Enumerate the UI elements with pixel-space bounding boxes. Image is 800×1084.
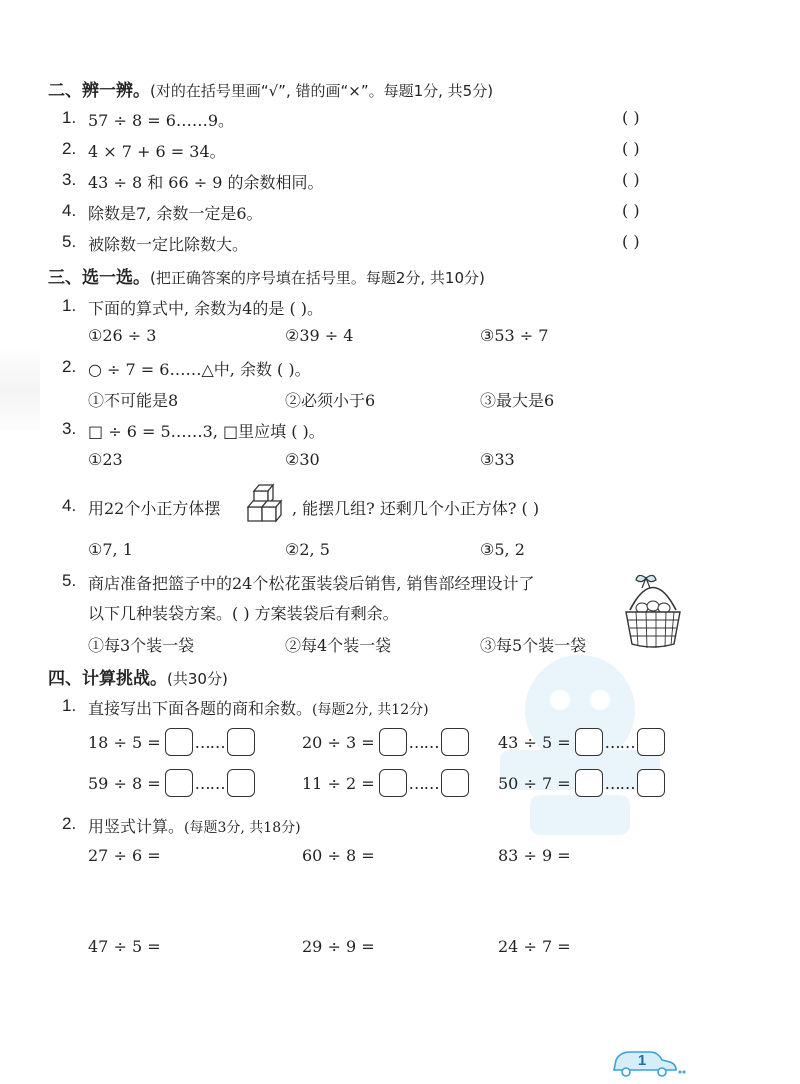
s2-q2-text: 4 × 7 + 6 = 34。 bbox=[88, 142, 226, 161]
s4-q2-r2-c1: 47 ÷ 5 = bbox=[88, 937, 161, 956]
s2-q1-number: 1. bbox=[62, 108, 77, 127]
remainder-box[interactable] bbox=[441, 728, 469, 756]
s3-q4-option-3[interactable]: ③5, 2 bbox=[480, 540, 525, 559]
s2-q3-text: 43 ÷ 8 和 66 ÷ 9 的余数相同。 bbox=[88, 173, 324, 192]
scan-shade bbox=[0, 350, 40, 430]
remainder-box[interactable] bbox=[441, 769, 469, 797]
s3-q4-option-1[interactable]: ①7, 1 bbox=[88, 540, 133, 559]
s3-q1-number: 1. bbox=[62, 296, 77, 315]
remainder-box[interactable] bbox=[637, 769, 665, 797]
page-number-badge bbox=[606, 1044, 686, 1080]
ellipsis: …… bbox=[604, 773, 635, 793]
s4-q1-r1-c1 bbox=[88, 728, 255, 756]
s3-q2-option-1[interactable]: ①不可能是8 bbox=[88, 391, 179, 410]
s4-q1-note: (每题2分, 共12分) bbox=[312, 702, 429, 718]
s3-q2-text: ○ ÷ 7 = 6……△中, 余数 ( )。 bbox=[88, 360, 311, 379]
s3-q2-number: 2. bbox=[62, 357, 77, 376]
s3-q1-option-2[interactable]: ②39 ÷ 4 bbox=[285, 326, 354, 345]
remainder-box[interactable] bbox=[637, 728, 665, 756]
s2-q5-text: 被除数一定比除数大。 bbox=[88, 235, 249, 254]
s4-q2-note: (每题3分, 共18分) bbox=[184, 820, 301, 836]
ellipsis: …… bbox=[194, 732, 225, 752]
section-4-heading: 四、计算挑战。 bbox=[48, 669, 167, 689]
remainder-box[interactable] bbox=[227, 728, 255, 756]
section-3-note: (把正确答案的序号填在括号里。每题2分, 共10分) bbox=[150, 269, 485, 287]
cubes-figure-icon bbox=[244, 477, 292, 525]
section-3-title bbox=[48, 263, 485, 288]
expression: 18 ÷ 5 = bbox=[88, 732, 161, 752]
s3-q1-text: 下面的算式中, 余数为4的是 ( )。 bbox=[88, 299, 324, 318]
s3-q3-option-2[interactable]: ②30 bbox=[285, 450, 320, 469]
s3-q3-number: 3. bbox=[62, 419, 77, 438]
s4-q1-instruction: 直接写出下面各题的商和余数。 bbox=[88, 699, 313, 718]
s2-q1-text: 57 ÷ 8 = 6……9。 bbox=[88, 111, 235, 130]
s3-q4-number: 4. bbox=[62, 496, 77, 515]
quotient-box[interactable] bbox=[379, 728, 407, 756]
s3-q5-number: 5. bbox=[62, 571, 77, 590]
section-4-title bbox=[48, 664, 228, 689]
ellipsis: …… bbox=[408, 732, 439, 752]
s3-q5-line-1: 商店准备把篮子中的24个松花蛋装袋后销售, 销售部经理设计了 bbox=[88, 574, 535, 593]
s2-q4-number: 4. bbox=[62, 201, 77, 220]
s3-q2-option-3[interactable]: ③最大是6 bbox=[480, 391, 555, 410]
s3-q4-text-a: 用22个小正方体摆 bbox=[88, 499, 221, 518]
s3-q5-option-3[interactable]: ③每5个装一袋 bbox=[480, 636, 587, 655]
s4-q2-r2-c3: 24 ÷ 7 = bbox=[498, 937, 571, 956]
quotient-box[interactable] bbox=[165, 728, 193, 756]
s4-q1-r1-c2 bbox=[302, 728, 469, 756]
s4-q1-r2-c1 bbox=[88, 769, 255, 797]
s3-q3-text: □ ÷ 6 = 5……3, □里应填 ( )。 bbox=[88, 422, 325, 441]
s2-q2-number: 2. bbox=[62, 139, 77, 158]
s4-q1-r1-c3 bbox=[498, 728, 665, 756]
expression: 43 ÷ 5 = bbox=[498, 732, 571, 752]
s4-q2-r2-c2: 29 ÷ 9 = bbox=[302, 937, 375, 956]
ellipsis: …… bbox=[604, 732, 635, 752]
ellipsis: …… bbox=[194, 773, 225, 793]
remainder-box[interactable] bbox=[227, 769, 255, 797]
s2-q1-answer-paren[interactable]: ( ) bbox=[622, 108, 640, 127]
s3-q5-option-1[interactable]: ①每3个装一袋 bbox=[88, 636, 195, 655]
s4-q2-number: 2. bbox=[62, 814, 77, 833]
quotient-box[interactable] bbox=[575, 728, 603, 756]
s2-q2-answer-paren[interactable]: ( ) bbox=[622, 139, 640, 158]
expression: 20 ÷ 3 = bbox=[302, 732, 375, 752]
s3-q1-option-1[interactable]: ①26 ÷ 3 bbox=[88, 326, 157, 345]
s3-q3-option-1[interactable]: ①23 bbox=[88, 450, 123, 469]
expression: 50 ÷ 7 = bbox=[498, 773, 571, 793]
s4-q2-text bbox=[88, 814, 301, 837]
s2-q3-number: 3. bbox=[62, 170, 77, 189]
s4-q2-r1-c3: 83 ÷ 9 = bbox=[498, 846, 571, 865]
s2-q4-text: 除数是7, 余数一定是6。 bbox=[88, 204, 263, 223]
expression: 11 ÷ 2 = bbox=[302, 773, 375, 793]
s2-q4-answer-paren[interactable]: ( ) bbox=[622, 201, 640, 220]
page-number: 1 bbox=[637, 1052, 647, 1069]
s3-q4-option-2[interactable]: ②2, 5 bbox=[285, 540, 330, 559]
s4-q2-instruction: 用竖式计算。 bbox=[88, 817, 185, 836]
s4-q1-number: 1. bbox=[62, 696, 77, 715]
quotient-box[interactable] bbox=[575, 769, 603, 797]
s3-q3-option-3[interactable]: ③33 bbox=[480, 450, 515, 469]
section-4-note: (共30分) bbox=[167, 670, 228, 688]
quotient-box[interactable] bbox=[379, 769, 407, 797]
expression: 59 ÷ 8 = bbox=[88, 773, 161, 793]
s4-q2-r1-c2: 60 ÷ 8 = bbox=[302, 846, 375, 865]
section-2-title bbox=[48, 76, 493, 101]
egg-basket-icon bbox=[620, 570, 686, 650]
section-3-heading: 三、选一选。 bbox=[48, 268, 150, 288]
s3-q5-line-2: 以下几种装袋方案。( ) 方案装袋后有剩余。 bbox=[88, 604, 399, 623]
s2-q5-answer-paren[interactable]: ( ) bbox=[622, 232, 640, 251]
s4-q1-text bbox=[88, 696, 429, 719]
section-2-heading: 二、辨一辨。 bbox=[48, 81, 150, 101]
ellipsis: …… bbox=[408, 773, 439, 793]
s4-q1-r2-c3 bbox=[498, 769, 665, 797]
s2-q3-answer-paren[interactable]: ( ) bbox=[622, 170, 640, 189]
s4-q1-r2-c2 bbox=[302, 769, 469, 797]
s2-q5-number: 5. bbox=[62, 232, 77, 251]
s3-q1-option-3[interactable]: ③53 ÷ 7 bbox=[480, 326, 549, 345]
s3-q4-text-b: , 能摆几组? 还剩几个小正方体? ( ) bbox=[292, 499, 540, 518]
s3-q5-option-2[interactable]: ②每4个装一袋 bbox=[285, 636, 392, 655]
quotient-box[interactable] bbox=[165, 769, 193, 797]
s3-q2-option-2[interactable]: ②必须小于6 bbox=[285, 391, 376, 410]
section-2-note: (对的在括号里画“√”, 错的画“×”。每题1分, 共5分) bbox=[150, 82, 494, 100]
s4-q2-r1-c1: 27 ÷ 6 = bbox=[88, 846, 161, 865]
